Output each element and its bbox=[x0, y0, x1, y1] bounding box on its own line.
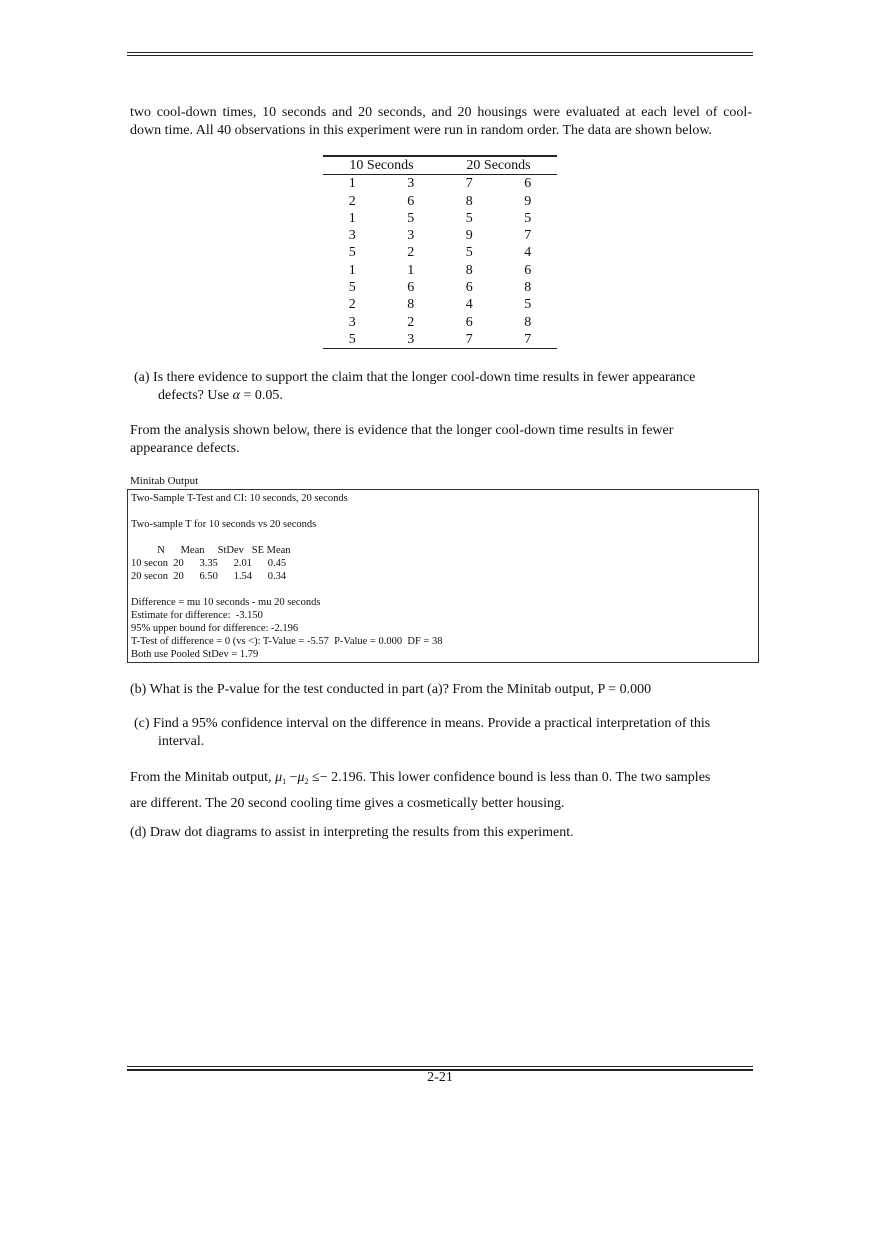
table-row bbox=[323, 210, 557, 227]
table-cell: 3 bbox=[407, 228, 415, 244]
table-cell: 5 bbox=[465, 210, 473, 226]
table-row bbox=[323, 227, 557, 244]
table-cell: 5 bbox=[524, 210, 532, 226]
table-row bbox=[323, 193, 557, 210]
table-cell: 7 bbox=[524, 228, 532, 244]
page-number: 2-21 bbox=[427, 1070, 453, 1085]
table-row bbox=[323, 262, 557, 279]
mu-symbol-1: μ bbox=[275, 770, 283, 785]
table-cell: 2 bbox=[407, 314, 415, 330]
table-row bbox=[323, 331, 557, 349]
intro-line-1: two cool-down times, 10 seconds and 20 seconds, and 20 housings were evaluated at each level of cool- bbox=[130, 105, 752, 120]
table-cell: 2 bbox=[348, 297, 356, 313]
table-cell: 8 bbox=[524, 314, 532, 330]
part-a-question bbox=[130, 369, 758, 405]
part-c-line-2: interval. bbox=[158, 734, 205, 749]
table-cell: 7 bbox=[440, 331, 499, 349]
confidence-bound: ≤− 2.196. bbox=[308, 770, 367, 785]
part-a-line-1: (a) Is there evidence to support the claim that the longer cool-down time results in fewer appearance bbox=[134, 370, 696, 385]
minitab-line bbox=[131, 531, 755, 544]
table-cell: 6 bbox=[465, 314, 473, 330]
table-cell: 1 bbox=[348, 176, 356, 192]
answer-c-prefix: From the Minitab output, bbox=[130, 770, 276, 785]
table-cell: 8 bbox=[524, 280, 532, 296]
mu-subscript-2: 2 bbox=[304, 777, 309, 786]
answer-a bbox=[130, 422, 752, 458]
minitab-line: Both use Pooled StDev = 1.79 bbox=[131, 649, 259, 660]
minitab-line: T-Test of difference = 0 (vs <): T-Value = -5.57 P-Value = 0.000 DF = 38 bbox=[131, 636, 443, 647]
table-cell: 1 bbox=[348, 210, 356, 226]
answer-c-rest: This lower confidence bound is less than 0. The two samples bbox=[366, 770, 711, 785]
part-b-question: (b) What is the P-value for the test conducted in part (a)? From the Minitab output, P = 0.000 bbox=[130, 682, 652, 697]
table-cell: 6 bbox=[524, 176, 532, 192]
table-cell: 8 bbox=[465, 193, 473, 209]
minitab-line: 95% upper bound for difference: -2.196 bbox=[131, 623, 299, 634]
minitab-line: Two-sample T for 10 seconds vs 20 seconds bbox=[131, 519, 317, 530]
table-row bbox=[323, 296, 557, 313]
table-cell: 7 bbox=[465, 176, 473, 192]
table-cell: 1 bbox=[348, 262, 356, 278]
answer-c-line-2: are different. The 20 second cooling time gives a cosmetically better housing. bbox=[130, 796, 565, 811]
minitab-line: 20 secon 20 6.50 1.54 0.34 bbox=[131, 571, 287, 582]
table-header-row bbox=[323, 156, 557, 175]
table-cell: 2 bbox=[407, 245, 415, 261]
table-row bbox=[323, 279, 557, 296]
minitab-line: 10 secon 20 3.35 2.01 0.45 bbox=[131, 558, 287, 569]
table-cell: 3 bbox=[348, 228, 356, 244]
answer-a-line-1: From the analysis shown below, there is evidence that the longer cool-down time results in fewer bbox=[130, 423, 674, 438]
table-cell: 5 bbox=[348, 245, 356, 261]
table-cell: 9 bbox=[524, 193, 532, 209]
table-cell: 6 bbox=[524, 262, 532, 278]
table-cell: 2 bbox=[348, 193, 356, 209]
table-cell: 1 bbox=[407, 262, 415, 278]
alpha-symbol: α bbox=[232, 388, 240, 403]
mu-symbol-2: μ bbox=[297, 770, 305, 785]
intro-line-2: down time. All 40 observations in this experiment were run in random order. The data are shown below. bbox=[130, 123, 713, 138]
answer-c bbox=[130, 767, 752, 815]
table-cell: 5 bbox=[465, 245, 473, 261]
part-d-question: (d) Draw dot diagrams to assist in interpreting the results from this experiment. bbox=[130, 825, 574, 840]
table-cell: 3 bbox=[382, 331, 441, 349]
data-table bbox=[323, 155, 557, 349]
table-row bbox=[323, 244, 557, 261]
table-row bbox=[323, 314, 557, 331]
answer-a-line-2: appearance defects. bbox=[130, 441, 240, 456]
minitab-line: Estimate for difference: -3.150 bbox=[131, 610, 263, 621]
part-a-line-2-prefix: defects? Use bbox=[158, 388, 233, 403]
header-20-seconds: 20 Seconds bbox=[440, 156, 557, 175]
table-cell: 3 bbox=[407, 176, 415, 192]
part-c-question bbox=[130, 715, 768, 751]
mu-subscript-1: 1 bbox=[282, 777, 287, 786]
table-cell: 5 bbox=[348, 280, 356, 296]
table-body bbox=[323, 175, 557, 349]
minitab-output-box bbox=[127, 489, 759, 663]
table-cell: 8 bbox=[465, 262, 473, 278]
minitab-line bbox=[131, 583, 755, 596]
table-cell: 6 bbox=[407, 193, 415, 209]
table-cell: 3 bbox=[348, 314, 356, 330]
table-cell: 9 bbox=[465, 228, 473, 244]
minitab-line: Difference = mu 10 seconds - mu 20 seconds bbox=[131, 597, 321, 608]
minitab-line: N Mean StDev SE Mean bbox=[131, 545, 291, 556]
table-row bbox=[323, 175, 557, 193]
header-rule bbox=[127, 52, 753, 56]
minitab-line bbox=[131, 505, 755, 518]
table-cell: 4 bbox=[465, 297, 473, 313]
table-cell: 6 bbox=[465, 280, 473, 296]
table-cell: 6 bbox=[407, 280, 415, 296]
header-10-seconds: 10 Seconds bbox=[323, 156, 440, 175]
table-cell: 8 bbox=[407, 297, 415, 313]
minus-sign: − bbox=[286, 770, 298, 785]
table-cell: 5 bbox=[323, 331, 382, 349]
part-c-line-1: (c) Find a 95% confidence interval on the difference in means. Provide a practical interpretation of this bbox=[134, 716, 711, 731]
table-cell: 7 bbox=[499, 331, 558, 349]
minitab-line: Two-Sample T-Test and CI: 10 seconds, 20 seconds bbox=[131, 493, 348, 504]
minitab-label: Minitab Output bbox=[130, 475, 199, 487]
part-a-line-2-suffix: = 0.05. bbox=[240, 388, 283, 403]
table-cell: 5 bbox=[407, 210, 415, 226]
table-cell: 4 bbox=[524, 245, 532, 261]
table-cell: 5 bbox=[524, 297, 532, 313]
